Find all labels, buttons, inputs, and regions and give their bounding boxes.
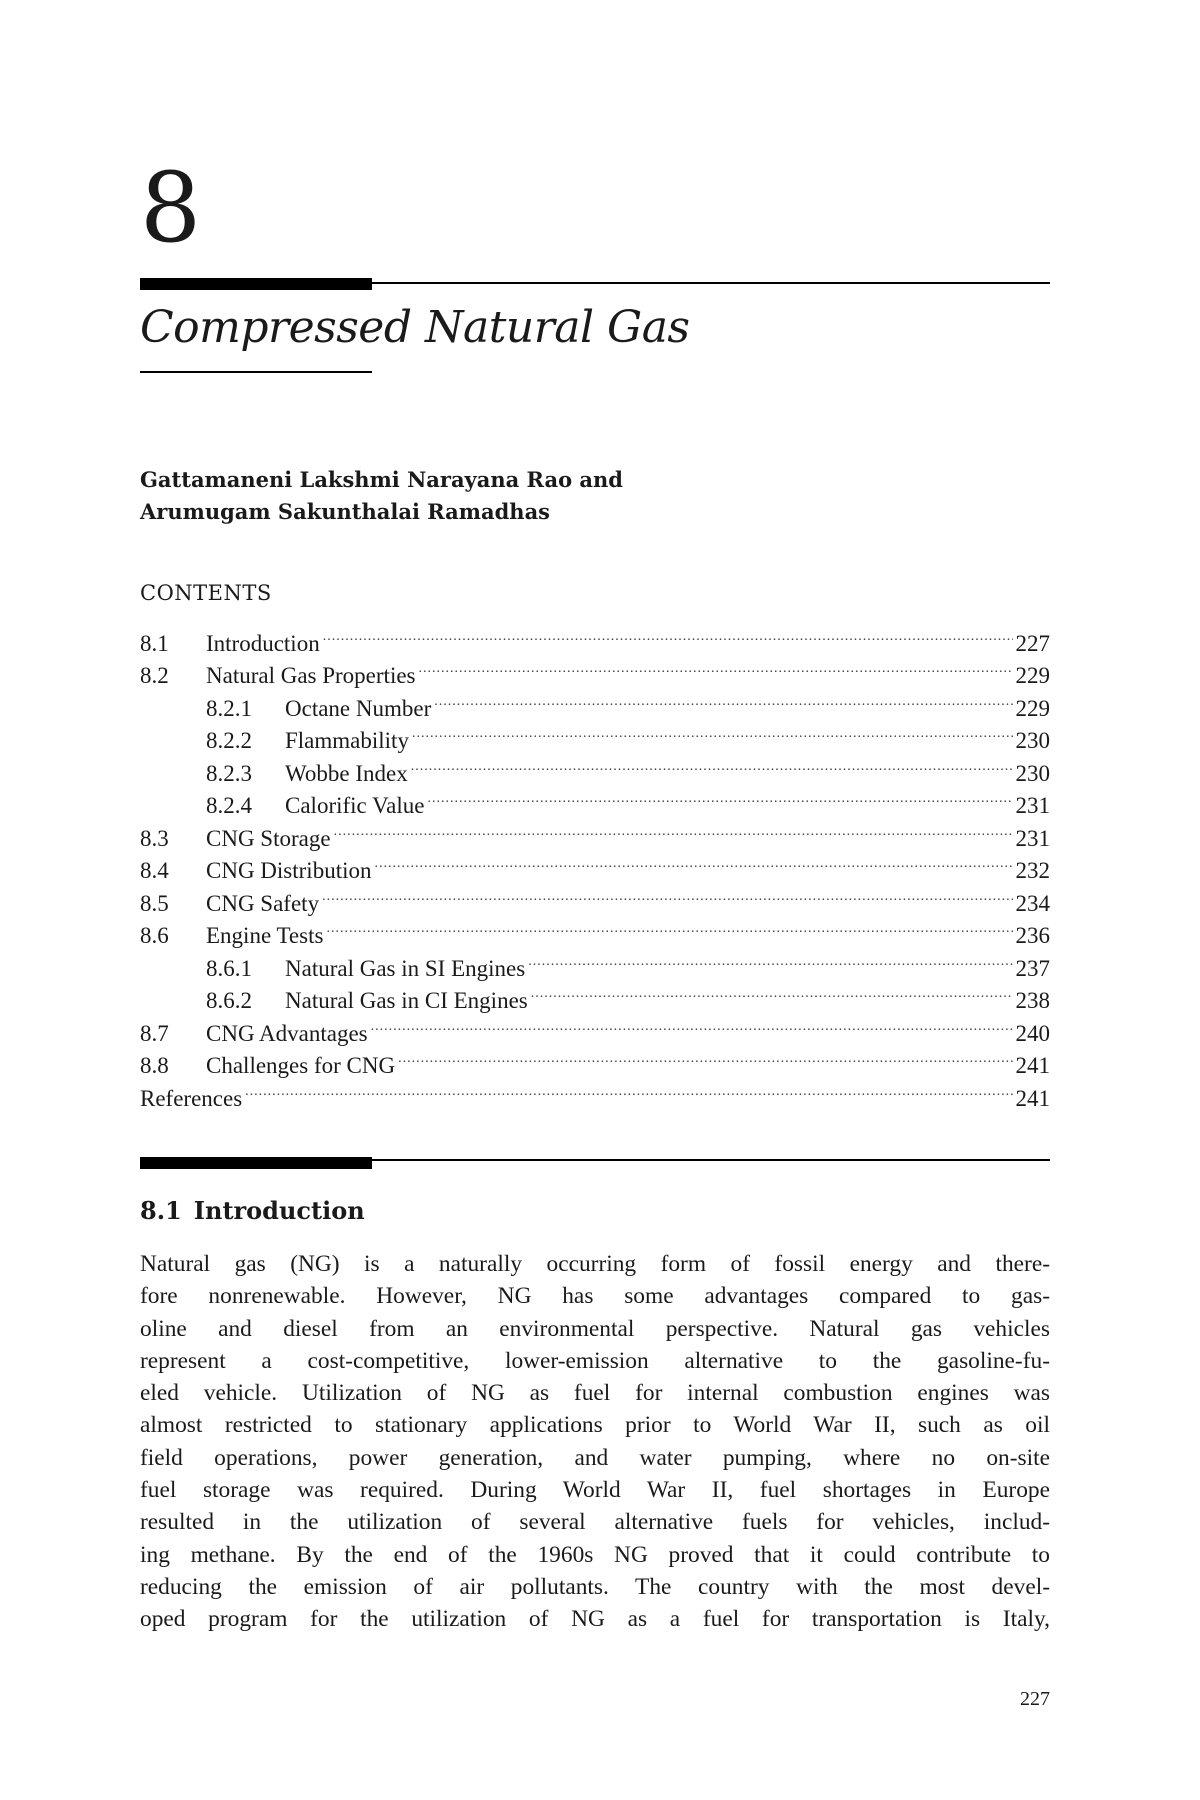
toc-entry-title: Introduction: [206, 630, 320, 656]
toc-entry-title: Natural Gas Properties: [206, 663, 416, 688]
body-line: eled vehicle. Utilization of NG as fuel for internal combustion engines was: [140, 1380, 1050, 1407]
table-of-contents: [140, 618, 1050, 1111]
toc-entry-page: 231: [1015, 793, 1050, 818]
toc-entry-title: Flammability: [285, 728, 409, 753]
body-line: fuel storage was required. During World War II, fuel shortages in Europe: [140, 1477, 1050, 1504]
toc-entry-page: 237: [1015, 955, 1050, 981]
toc-entry-page: 229: [1015, 663, 1050, 688]
toc-leader-dots: [427, 781, 1012, 814]
toc-entry-number: 8.2.4: [206, 793, 252, 818]
toc-entry-number: 8.2.3: [206, 760, 252, 786]
toc-entry-title: Wobbe Index: [285, 760, 408, 786]
chapter-rule-thin: [372, 282, 1050, 284]
toc-entry-title: Octane Number: [285, 695, 432, 721]
chapter-number: 8: [140, 152, 202, 264]
body-line: resulted in the utilization of several alternative fuels for vehicles, includ-: [140, 1509, 1050, 1536]
toc-entry-number: 8.5: [140, 890, 169, 916]
toc-entry-page: 230: [1015, 760, 1050, 786]
toc-leader-dots: [371, 1008, 1013, 1041]
toc-entry-number: 8.6.2: [206, 988, 252, 1013]
toc-entry-number: 8.6: [140, 923, 169, 948]
toc-entry-page: 232: [1015, 858, 1050, 883]
toc-entry-number: 8.8: [140, 1053, 169, 1078]
body-line: represent a cost-competitive, lower-emission alternative to the gasoline-fu-: [140, 1347, 1050, 1374]
toc-entry-title: Natural Gas in CI Engines: [285, 988, 528, 1013]
body-line: fore nonrenewable. However, NG has some advantages compared to gas-: [140, 1283, 1050, 1310]
toc-entry-number: 8.2.1: [206, 695, 252, 721]
toc-leader-dots: [412, 716, 1013, 749]
toc-entry-number: 8.7: [140, 1020, 169, 1046]
toc-entry-page: 236: [1015, 923, 1050, 948]
body-line: oline and diesel from an environmental perspective. Natural gas vehicles: [140, 1315, 1050, 1342]
toc-entry-page: 229: [1015, 695, 1050, 721]
toc-entry-page: 238: [1015, 988, 1050, 1013]
toc-entry-title: CNG Advantages: [206, 1020, 368, 1046]
toc-entry-references[interactable]: [140, 1073, 1050, 1111]
toc-entry-title: Calorific Value: [285, 793, 425, 818]
section-rule: [140, 1157, 1050, 1169]
chapter-title: Compressed Natural Gas: [140, 302, 690, 353]
section-title: Introduction: [193, 1196, 365, 1225]
toc-entry-page: 234: [1015, 890, 1050, 916]
toc-leader-dots: [434, 683, 1012, 716]
section-heading: [140, 1196, 365, 1225]
toc-entry-title: CNG Safety: [206, 890, 320, 916]
page-number: 227: [1020, 1688, 1050, 1710]
body-line: Natural gas (NG) is a naturally occurring form of fossil energy and there-: [140, 1251, 1050, 1277]
toc-entry-number: 8.4: [140, 858, 169, 883]
body-line: oped program for the utilization of NG as a fuel for transportation is Italy,: [140, 1606, 1050, 1633]
toc-entry-page: 231: [1015, 825, 1050, 851]
toc-leader-dots: [326, 911, 1012, 944]
toc-entry-number: 8.2: [140, 663, 169, 688]
authors-line-1: Gattamaneni Lakshmi Narayana Rao and: [140, 467, 623, 492]
toc-entry-page: 241: [1015, 1053, 1050, 1078]
toc-leader-dots: [245, 1073, 1012, 1106]
section-rule-thin: [372, 1159, 1050, 1161]
section-number: 8.1: [140, 1196, 182, 1225]
toc-entry-page: 241: [1015, 1085, 1050, 1111]
toc-entry-number: 8.2.2: [206, 728, 252, 753]
toc-entry-title: CNG Distribution: [206, 858, 372, 883]
toc-entry-title: Challenges for CNG: [206, 1053, 396, 1078]
chapter-rule: [140, 278, 1050, 290]
toc-entry-number: 8.3: [140, 825, 169, 851]
body-line: reducing the emission of air pollutants. The country with the most devel-: [140, 1573, 1050, 1600]
toc-entry[interactable]: [140, 618, 1050, 656]
toc-entry-title: References: [140, 1085, 243, 1111]
section-body: [140, 1248, 1050, 1636]
toc-entry-title: Engine Tests: [206, 923, 324, 948]
toc-entry-title: CNG Storage: [206, 825, 331, 851]
toc-entry-number: 8.6.1: [206, 955, 252, 981]
toc-leader-dots: [374, 846, 1012, 879]
toc-entry-page: 227: [1015, 630, 1050, 656]
toc-leader-dots: [419, 651, 1013, 684]
toc-leader-dots: [531, 976, 1013, 1009]
toc-entry-page: 240: [1015, 1020, 1050, 1046]
chapter-rule-thick: [140, 278, 372, 290]
chapter-title-underline: [140, 371, 372, 373]
toc-leader-dots: [322, 878, 1012, 911]
toc-leader-dots: [528, 943, 1012, 976]
contents-heading: CONTENTS: [140, 581, 272, 605]
toc-leader-dots: [334, 813, 1013, 846]
toc-entry-page: 230: [1015, 728, 1050, 753]
body-line: ing methane. By the end of the 1960s NG proved that it could contribute to: [140, 1541, 1050, 1568]
body-line: almost restricted to stationary applications prior to World War II, such as oil: [140, 1412, 1050, 1439]
toc-leader-dots: [398, 1041, 1012, 1074]
body-line: field operations, power generation, and water pumping, where no on-site: [140, 1444, 1050, 1471]
authors-line-2: Arumugam Sakunthalai Ramadhas: [140, 499, 550, 524]
toc-entry-number: 8.1: [140, 630, 169, 656]
toc-leader-dots: [323, 618, 1013, 651]
toc-entry-title: Natural Gas in SI Engines: [285, 955, 526, 981]
toc-leader-dots: [411, 748, 1013, 781]
authors: [140, 464, 623, 528]
section-rule-thick: [140, 1157, 372, 1169]
